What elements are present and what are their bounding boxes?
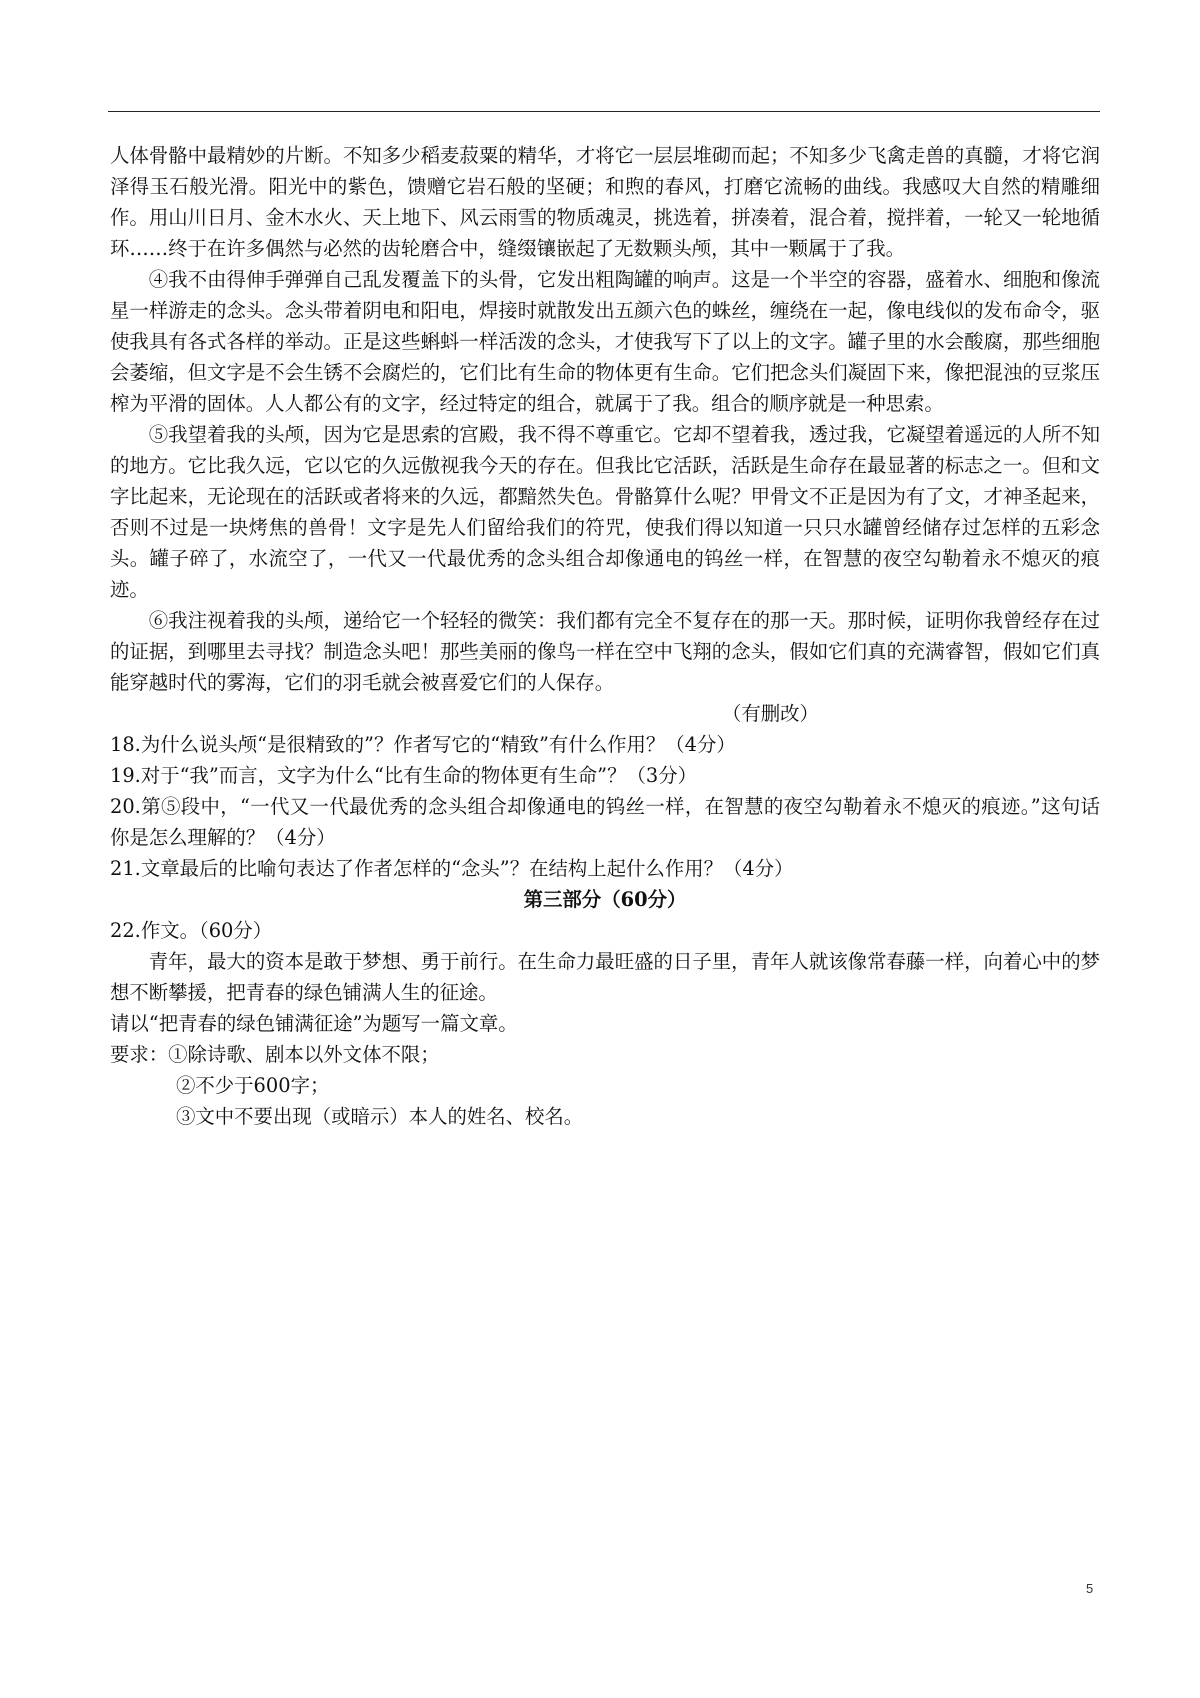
source-note: （有删改）	[722, 702, 819, 725]
question-20: 20.第⑤段中，“一代又一代最优秀的念头组合却像通电的钨丝一样，在智慧的夜空勾勒着永不熄灭的痕迹。”这句话你是怎么理解的？（4分）	[110, 795, 1100, 849]
passage-paragraph-6: ⑥我注视着我的头颅，递给它一个轻轻的微笑：我们都有完全不复存在的那一天。那时候，证明你我曾经存在过的证据，到哪里去寻找？制造念头吧！那些美丽的像鸟一样在空中飞翔的念头，假如它们真的充满睿智，假如它们真能穿越时代的雾海，它们的羽毛就会被喜爱它们的人保存。	[110, 609, 1100, 694]
page-number: 5	[1086, 1581, 1094, 1596]
essay-instruction: 请以“把青春的绿色铺满征途”为题写一篇文章。	[110, 1012, 518, 1035]
passage-paragraph-4: ④我不由得伸手弹弹自己乱发覆盖下的头骨，它发出粗陶罐的响声。这是一个半空的容器，盛着水、细胞和像流星一样游走的念头。念头带着阴电和阳电，焊接时就散发出五颜六色的蛛丝，缠绕在一起，像电线似的发布命令，驱使我具有各式各样的举动。正是这些蝌蚪一样活泼的念头，才使我写下了以上的文字。罐子里的水会酸腐，那些细胞会萎缩，但文字是不会生锈不会腐烂的，它们比有生命的物体更有生命。它们把念头们凝固下来，像把混浊的豆浆压榨为平滑的固体。人人都公有的文字，经过特定的组合，就属于了我。组合的顺序就是一种思索。	[110, 268, 1100, 415]
question-21: 21.文章最后的比喻句表达了作者怎样的“念头”？在结构上起什么作用？（4分）	[110, 857, 794, 880]
page-content	[110, 140, 1100, 1132]
passage-paragraph-5: ⑤我望着我的头颅，因为它是思索的宫殿，我不得不尊重它。它却不望着我，透过我，它凝望着遥远的人所不知的地方。它比我久远，它以它的久远傲视我今天的存在。但我比它活跃，活跃是生命存在最显著的标志之一。但和文字比起来，无论现在的活跃或者将来的久远，都黯然失色。骨骼算什么呢？甲骨文不正是因为有了文，才神圣起来，否则不过是一块烤焦的兽骨！文字是先人们留给我们的符咒，使我们得以知道一只只水罐曾经储存过怎样的五彩念头。罐子碎了，水流空了，一代又一代最优秀的念头组合却像通电的钨丝一样，在智慧的夜空勾勒着永不熄灭的痕迹。	[110, 423, 1100, 601]
section-3-title: 第三部分（60分）	[523, 888, 687, 911]
question-18: 18.为什么说头颅“是很精致的”？作者写它的“精致”有什么作用？（4分）	[110, 733, 736, 756]
question-22-label: 22.作文。（60分）	[110, 919, 273, 942]
question-19: 19.对于“我”而言，文字为什么“比有生命的物体更有生命”？（3分）	[110, 764, 697, 787]
essay-prompt: 青年，最大的资本是敢于梦想、勇于前行。在生命力最旺盛的日子里，青年人就该像常春藤一样，向着心中的梦想不断攀援，把青春的绿色铺满人生的征途。	[110, 950, 1100, 1004]
passage-paragraph-continuation: 人体骨骼中最精妙的片断。不知多少稻麦菽粟的精华，才将它一层层堆砌而起；不知多少飞禽走兽的真髓，才将它润泽得玉石般光滑。阳光中的紫色，馈赠它岩石般的坚硬；和煦的春风，打磨它流畅的曲线。我感叹大自然的精雕细作。用山川日月、金木水火、天上地下、风云雨雪的物质魂灵，挑选着，拼凑着，混合着，搅拌着，一轮又一轮地循环……终于在许多偶然与必然的齿轮磨合中，缝缀镶嵌起了无数颗头颅，其中一颗属于了我。	[110, 144, 1100, 260]
essay-requirement-2: ②不少于600字；	[176, 1074, 330, 1097]
essay-requirement-1: 要求：①除诗歌、剧本以外文体不限；	[110, 1043, 440, 1066]
header-rule	[108, 111, 1100, 112]
essay-requirement-3: ③文中不要出现（或暗示）本人的姓名、校名。	[176, 1105, 584, 1128]
